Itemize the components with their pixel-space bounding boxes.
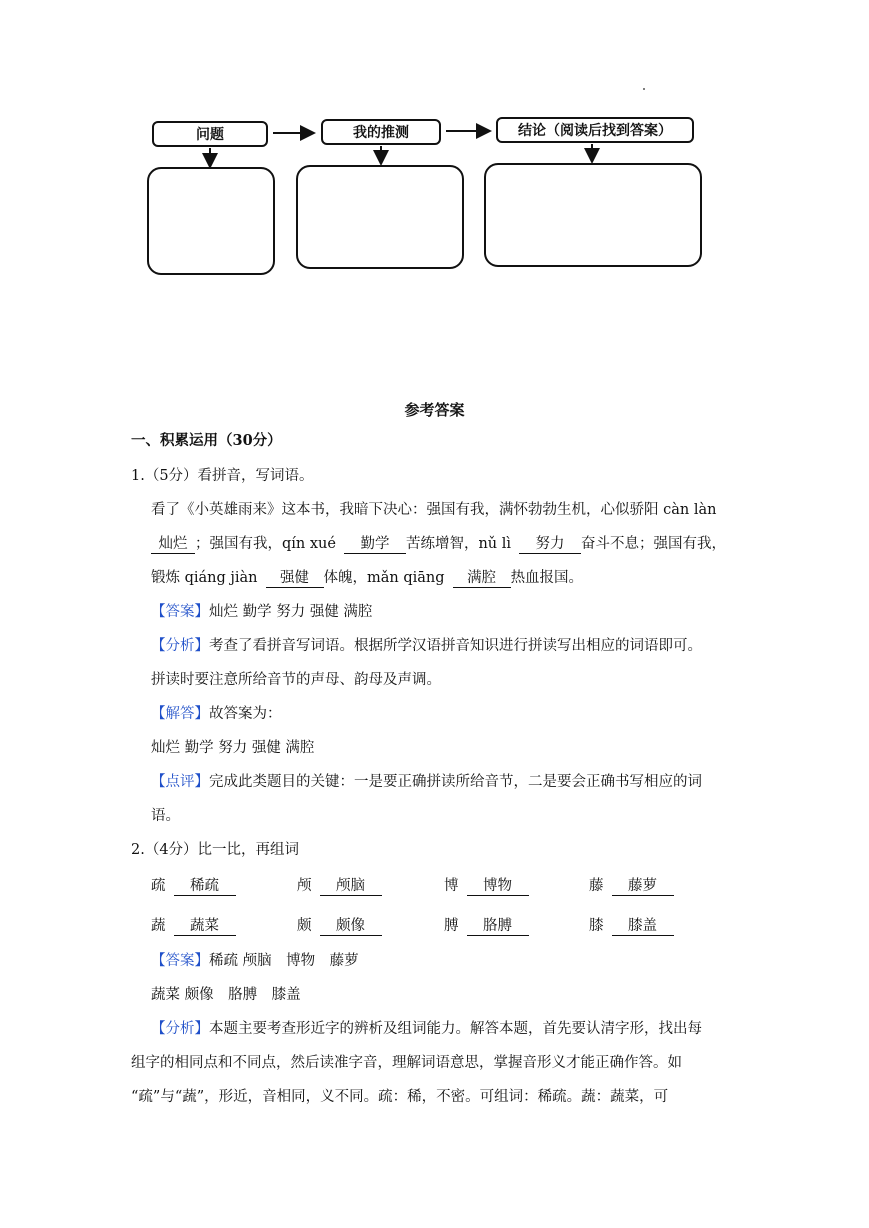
q2-row1-item <box>151 877 236 896</box>
q2-char: 膊 <box>444 918 459 934</box>
q2-answer <box>151 952 359 970</box>
q1-heading: 1.（5分）看拼音，写词语。 <box>131 468 314 484</box>
q2-row2-item <box>444 917 529 936</box>
section-heading: 一、积累运用（30分） <box>131 432 282 449</box>
flow-conclusion-answer-box <box>484 163 702 267</box>
q2-char: 藤 <box>589 878 604 894</box>
q2-char: 颇 <box>297 918 312 934</box>
q2-word: 藤萝 <box>612 878 674 896</box>
q2-answer-line2: 蔬菜 颇像 胳膊 膝盖 <box>151 987 301 1003</box>
q1-line3 <box>151 569 583 588</box>
flow-guess-answer-box <box>296 165 464 269</box>
q2-word: 膝盖 <box>612 918 674 936</box>
q1-text: 体魄，mǎn qiāng <box>323 570 445 586</box>
q1-blank-manqiang: 满腔 <box>453 570 511 588</box>
q2-analysis-line2: 组字的相同点和不同点，然后读准字音，理解词语意思，掌握音形义才能正确作答。如 <box>131 1055 682 1071</box>
q2-word: 稀疏 <box>174 878 236 896</box>
flow-guess-label: 我的推测 <box>353 125 409 141</box>
q2-row2-item <box>297 917 382 936</box>
q1-line2 <box>151 535 726 554</box>
q2-char: 颅 <box>297 878 312 894</box>
q1-blank-nuli: 努力 <box>519 536 581 554</box>
flow-conclusion-label: 结论（阅读后找到答案） <box>518 123 672 139</box>
q1-comment <box>151 773 702 791</box>
q2-row2-item <box>589 917 674 936</box>
flow-question-label: 问题 <box>196 127 224 143</box>
answer-tag: 【答案】 <box>151 604 209 620</box>
q2-analysis-line3: “疏”与“蔬”，形近，音相同，义不同。疏：稀，不密。可组词：稀疏。蔬：蔬菜，可 <box>131 1089 669 1105</box>
analysis-tag: 【分析】 <box>151 638 209 654</box>
q2-word: 颇像 <box>320 918 382 936</box>
q1-text: 锻炼 qiáng jiàn <box>151 570 258 586</box>
q2-char: 蔬 <box>151 918 166 934</box>
q2-row1-item <box>297 877 382 896</box>
q1-analysis-line2: 拼读时要注意所给音节的声母、韵母及声调。 <box>151 672 441 688</box>
q2-word: 博物 <box>467 878 529 896</box>
q1-text: 苦练增智，nǔ lì <box>405 536 512 552</box>
q1-answer-text: 灿烂 勤学 努力 强健 满腔 <box>209 604 373 620</box>
q2-word: 颅脑 <box>320 878 382 896</box>
q1-solution <box>151 705 282 723</box>
q1-text: ；强国有我，qín xué <box>195 536 336 552</box>
q1-text: 热血报国。 <box>510 570 584 586</box>
q2-row2-item <box>151 917 236 936</box>
q1-text: 奋斗不息；强国有我， <box>581 536 727 552</box>
q1-comment-line2: 语。 <box>151 808 180 824</box>
q2-analysis <box>151 1020 702 1038</box>
q2-char: 疏 <box>151 878 166 894</box>
q2-word: 蔬菜 <box>174 918 236 936</box>
comment-tag: 【点评】 <box>151 774 209 790</box>
answer-title: 参考答案 <box>404 401 465 419</box>
q2-word: 胳膊 <box>467 918 529 936</box>
q2-answer-text: 稀疏 颅脑 博物 藤萝 <box>209 953 359 969</box>
q1-blank-qinxue: 勤学 <box>344 536 406 554</box>
q2-char: 博 <box>444 878 459 894</box>
flow-question-answer-box <box>147 167 275 275</box>
q1-solution-text: 故答案为： <box>209 706 282 722</box>
analysis-tag: 【分析】 <box>151 1021 209 1037</box>
q1-blank-canlan: 灿烂 <box>151 536 195 554</box>
solution-tag: 【解答】 <box>151 706 209 722</box>
q1-line1: 看了《小英雄雨来》这本书，我暗下决心：强国有我，满怀勃勃生机，心似骄阳 càn làn <box>151 502 717 518</box>
q1-blank-qiangjian: 强健 <box>266 570 324 588</box>
q2-row1-item <box>589 877 674 896</box>
q1-analysis-text: 考查了看拼音写词语。根据所学汉语拼音知识进行拼读写出相应的词语即可。 <box>209 638 702 654</box>
q2-analysis-text: 本题主要考查形近字的辨析及组词能力。解答本题，首先要认清字形，找出每 <box>209 1021 702 1037</box>
q1-analysis <box>151 637 702 655</box>
q1-comment-text: 完成此类题目的关键：一是要正确拼读所给音节，二是要会正确书写相应的词 <box>209 774 702 790</box>
q1-solution-answer: 灿烂 勤学 努力 强健 满腔 <box>151 740 315 756</box>
q2-row1-item <box>444 877 529 896</box>
q2-char: 膝 <box>589 918 604 934</box>
q1-answer <box>151 603 372 621</box>
answer-tag: 【答案】 <box>151 953 209 969</box>
q2-heading: 2.（4分）比一比，再组词 <box>131 842 300 858</box>
